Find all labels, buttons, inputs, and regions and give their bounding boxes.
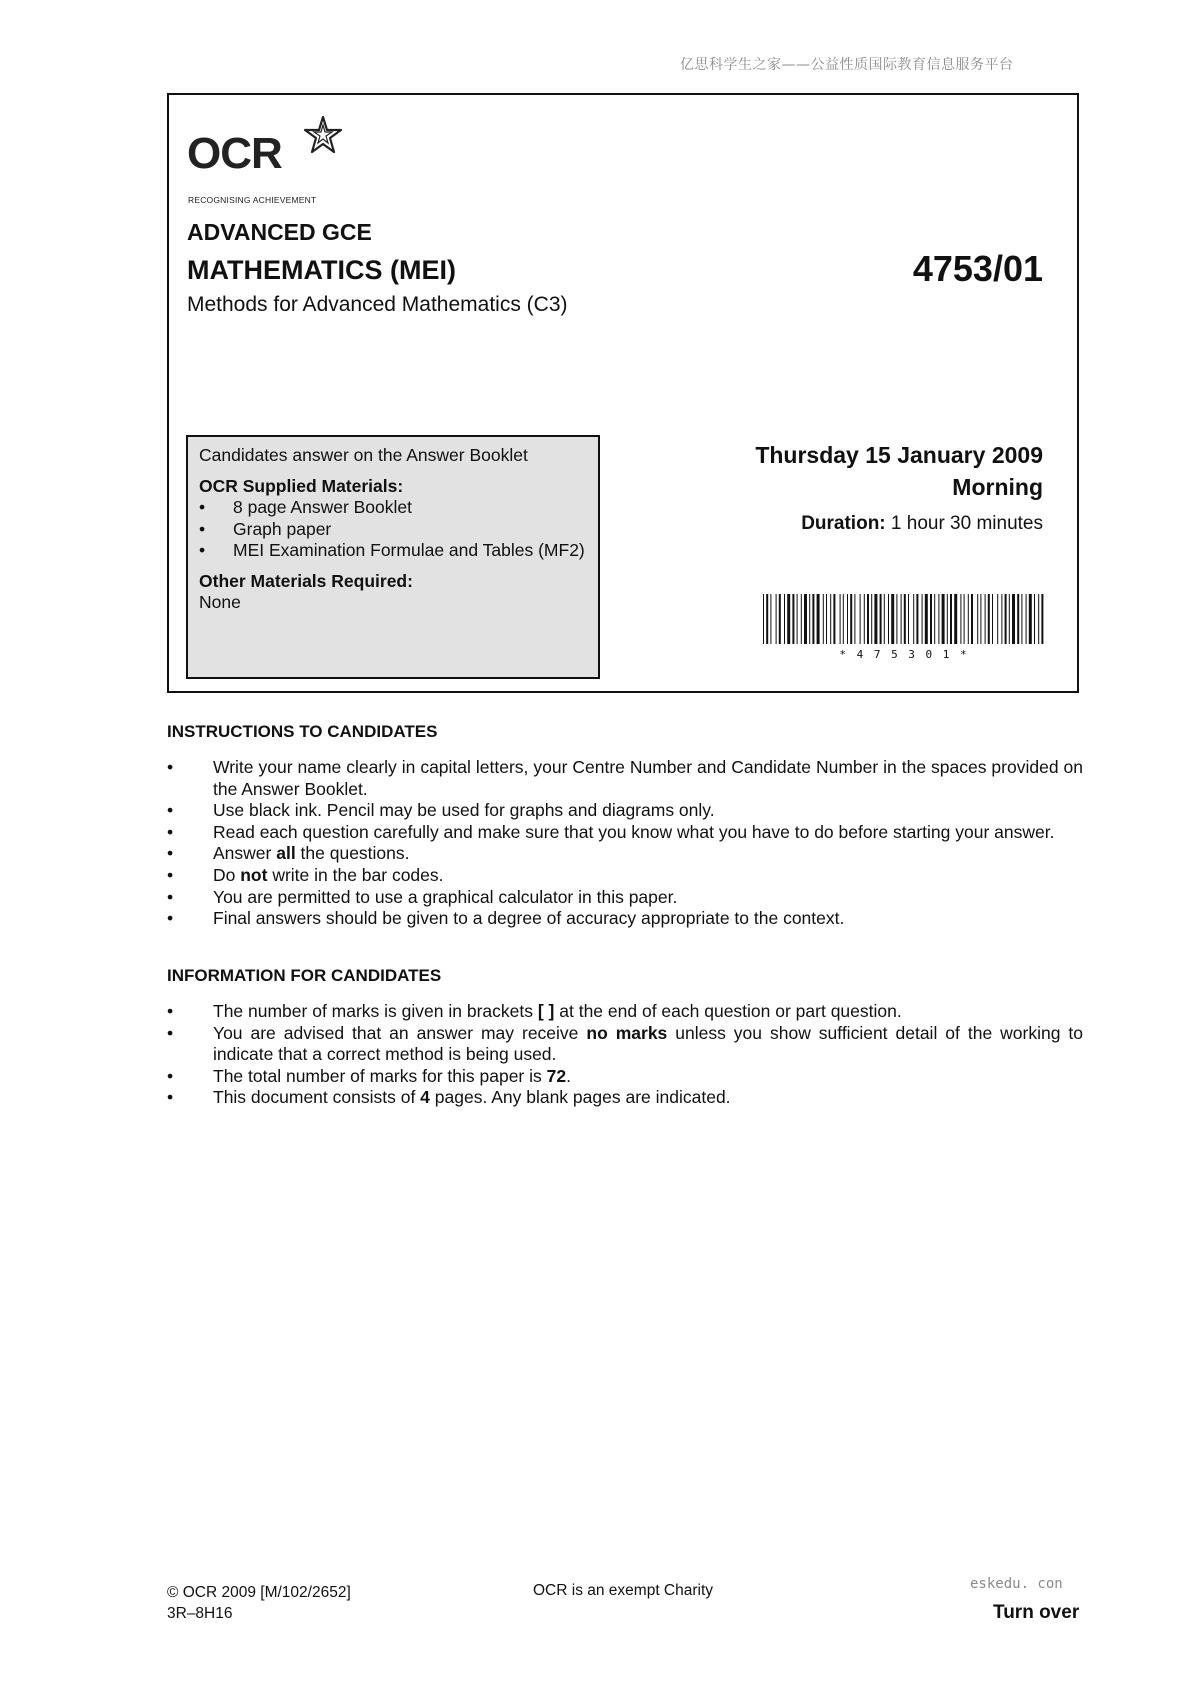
- list-item: [167, 908, 1083, 930]
- barcode-bar: [938, 594, 939, 644]
- duration-label: Duration:: [801, 513, 886, 534]
- list-item: • MEI Examination Formulae and Tables (MF2): [199, 540, 587, 562]
- barcode-bar: [1034, 594, 1035, 644]
- item-text: The number of marks is given in brackets: [213, 1001, 538, 1021]
- supplied-materials-heading: OCR Supplied Materials:: [199, 475, 404, 496]
- barcode-bar: [896, 594, 897, 644]
- barcode: [761, 594, 1047, 660]
- barcode-bar: [817, 594, 820, 644]
- copyright: © OCR 2009 [M/102/2652]: [167, 1584, 351, 1601]
- barcode-bar: [830, 594, 831, 644]
- barcode-bar: [763, 594, 764, 644]
- barcode-bar: [1029, 594, 1032, 644]
- item-text: Final answers should be given to a degree of accuracy appropriate to the context.: [213, 908, 845, 929]
- barcode-bar: [880, 594, 882, 644]
- barcode-bar: [901, 594, 902, 644]
- star-logo-icon: [303, 115, 343, 155]
- barcode-bar: [860, 594, 861, 644]
- barcode-bar: [977, 594, 978, 644]
- barcode-bar: [864, 594, 865, 644]
- barcode-bar: [934, 594, 935, 644]
- barcode-bar: [913, 594, 914, 644]
- exam-session: Morning: [952, 474, 1043, 500]
- list-item: [167, 822, 1083, 844]
- emphasis-text: not: [240, 864, 268, 885]
- item-text: pages. Any blank pages are indicated.: [429, 1087, 731, 1108]
- list-item: • Graph paper: [199, 519, 587, 541]
- emphasis-text: no marks: [586, 1022, 668, 1043]
- barcode-bar: [942, 594, 945, 644]
- barcode-bar: [1026, 594, 1027, 644]
- barcode-bar: [843, 594, 844, 644]
- turn-over: Turn over: [993, 1602, 1080, 1623]
- list-item: [167, 800, 1083, 822]
- barcode-bar: [997, 594, 998, 644]
- footer-left: [167, 1582, 351, 1624]
- barcode-bar: [888, 594, 889, 644]
- barcode-bar: [787, 594, 790, 644]
- barcode-bar: [871, 594, 872, 644]
- list-item: [167, 1066, 1083, 1088]
- barcode-bar: [947, 594, 948, 644]
- list-item: [167, 1023, 1083, 1066]
- list-item: [167, 1001, 1083, 1023]
- watermark-bottom: eskedu. con: [970, 1576, 1063, 1592]
- duration-value: 1 hour 30 minutes: [890, 513, 1043, 534]
- item-text: Answer: [213, 843, 277, 864]
- list-item: [167, 1087, 1083, 1109]
- list-item: [167, 843, 1083, 865]
- barcode-bar: [960, 594, 961, 644]
- emphasis-text: all: [276, 843, 296, 864]
- document-ref: 3R–8H16: [167, 1605, 233, 1622]
- barcode-bar: [804, 594, 807, 644]
- barcode-bar: [812, 594, 814, 644]
- barcode-bar: [854, 594, 855, 644]
- exam-duration: [755, 513, 1043, 535]
- list-item: [167, 887, 1083, 909]
- barcode-bar: [779, 594, 781, 644]
- list-item: [167, 865, 1083, 887]
- barcode-bar: [1021, 594, 1022, 644]
- barcode-bar: [850, 594, 852, 644]
- item-text: at the end of each question or part question.: [554, 1001, 902, 1021]
- barcode-bar: [770, 594, 771, 644]
- barcode-bar: [823, 594, 824, 644]
- qualification-level: ADVANCED GCE: [187, 219, 372, 245]
- barcode-bar: [1017, 594, 1019, 644]
- barcode-bar: [988, 594, 990, 644]
- barcode-bar: [766, 594, 768, 644]
- barcode-bar: [884, 594, 885, 644]
- barcode-bar: [950, 594, 952, 644]
- barcode-bar: [826, 594, 827, 644]
- barcode-bar: [797, 594, 798, 644]
- item-text: unless you show sufficient detail of the working to indicate that a correct method is being used.: [213, 1022, 1083, 1065]
- barcode-bar: [1012, 594, 1015, 644]
- barcode-bar: [1038, 594, 1039, 644]
- item-text: the questions.: [295, 843, 410, 864]
- item-text: Write your name clearly in capital letters, your Centre Number and Candidate Number in the spaces provided on the Answer Booklet.: [213, 757, 1083, 799]
- other-materials-value: None: [199, 592, 241, 612]
- logo-wordmark: OCR: [187, 129, 282, 178]
- barcode-bar: [801, 594, 802, 644]
- barcode-bar: [1005, 594, 1007, 644]
- barcode-bar: [964, 594, 965, 644]
- charity-note: OCR is an exempt Charity: [533, 1582, 714, 1599]
- list-item: [167, 757, 1083, 800]
- item-text: You are advised that an answer may receive: [213, 1022, 587, 1043]
- item-text: Read each question carefully and make sure that you know what you have to do before starting your answer.: [213, 821, 1055, 842]
- watermark-top: 亿思科学生之家——公益性质国际教育信息服务平台: [680, 57, 1014, 73]
- barcode-text: * 4 7 5 3 0 1 *: [839, 648, 969, 660]
- materials-box: [186, 435, 600, 679]
- barcode-bars: [763, 594, 1043, 644]
- instructions-list: [167, 757, 1083, 930]
- barcode-bar: [1009, 594, 1010, 644]
- information-list: [167, 1001, 1083, 1109]
- item-text: .: [566, 1065, 571, 1086]
- emphasis-text: 72: [546, 1065, 567, 1086]
- barcode-bar: [792, 594, 794, 644]
- emphasis-text: 4: [420, 1087, 430, 1108]
- barcode-bar: [1001, 594, 1002, 644]
- barcode-bar: [1041, 594, 1043, 644]
- exam-details: [755, 439, 1043, 535]
- barcode-bar: [776, 594, 777, 644]
- barcode-bar: [925, 594, 928, 644]
- answer-booklet-note: Candidates answer on the Answer Booklet: [199, 445, 528, 465]
- barcode-bar: [971, 594, 973, 644]
- barcode-bar: [968, 594, 969, 644]
- barcode-bar: [840, 594, 841, 644]
- barcode-bar: [784, 594, 785, 644]
- barcode-bar: [992, 594, 993, 644]
- item-text: You are permitted to use a graphical calculator in this paper.: [213, 886, 678, 907]
- barcode-bar: [908, 594, 909, 644]
- cover-panel: [167, 93, 1079, 693]
- item-text: This document consists of: [213, 1087, 421, 1108]
- barcode-bar: [916, 594, 918, 644]
- information-title: INFORMATION FOR CANDIDATES: [167, 966, 442, 985]
- exam-date: Thursday 15 January 2009: [755, 442, 1043, 468]
- barcode-bar: [847, 594, 848, 644]
- barcode-bar: [874, 594, 877, 644]
- logo-tagline: RECOGNISING ACHIEVEMENT: [188, 195, 317, 205]
- instructions-title: INSTRUCTIONS TO CANDIDATES: [167, 722, 438, 741]
- barcode-bar: [985, 594, 986, 644]
- barcode-bar: [867, 594, 869, 644]
- item-text: Do: [213, 864, 241, 885]
- emphasis-text: [ ]: [537, 1001, 555, 1021]
- item-text: The total number of marks for this paper is: [213, 1065, 547, 1086]
- ocr-logo: [187, 115, 357, 205]
- unit-title: Methods for Advanced Mathematics (C3): [187, 293, 568, 316]
- barcode-bar: [904, 594, 906, 644]
- barcode-bar: [980, 594, 981, 644]
- item-text: write in the bar codes.: [267, 864, 444, 885]
- list-item: • 8 page Answer Booklet: [199, 497, 587, 519]
- barcode-bar: [809, 594, 810, 644]
- barcode-bar: [930, 594, 932, 644]
- supplied-materials-list: [199, 497, 587, 562]
- barcode-bar: [922, 594, 923, 644]
- subject-title: MATHEMATICS (MEI): [187, 255, 456, 285]
- item-text: Use black ink. Pencil may be used for graphs and diagrams only.: [213, 800, 715, 821]
- paper-code: 4753/01: [912, 248, 1043, 289]
- barcode-bar: [833, 594, 835, 644]
- barcode-bar: [954, 594, 957, 644]
- barcode-bar: [891, 594, 894, 644]
- other-materials-heading: Other Materials Required:: [199, 570, 413, 591]
